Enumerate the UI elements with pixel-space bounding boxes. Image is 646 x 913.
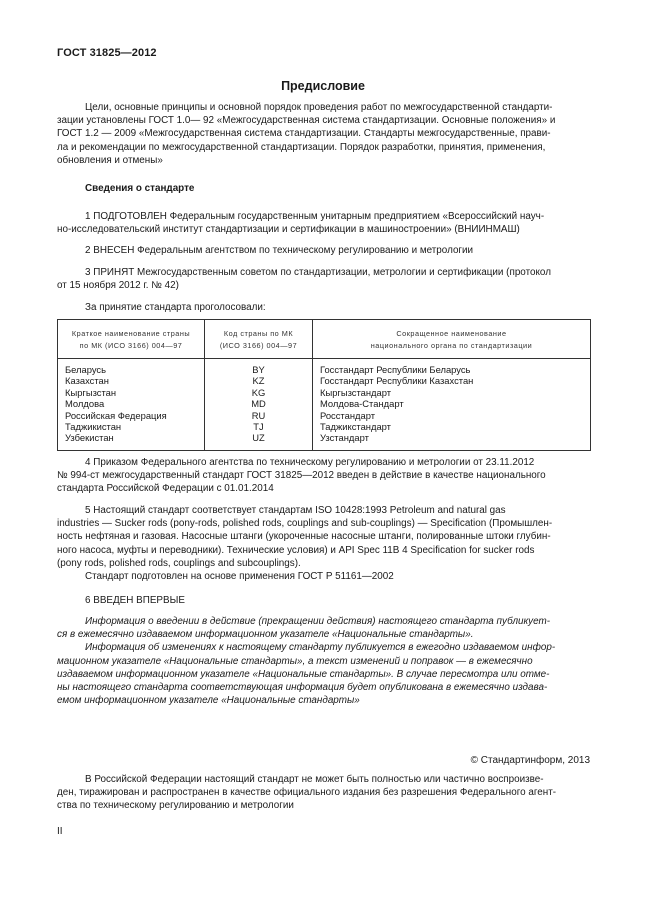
item-6 <box>57 594 591 607</box>
item-4-line: 4 Приказом Федерального агентства по техническому регулированию и метрологии от 23.11.2012 <box>85 457 535 468</box>
item-4 <box>57 456 591 496</box>
code-cell: KZ <box>252 375 265 387</box>
country-column <box>65 364 167 444</box>
item-5-line: 5 Настоящий стандарт соответствует стандартам ISO 10428:1993 Petroleum and natural gas <box>85 505 506 516</box>
country-cell: Таджикистан <box>65 421 122 433</box>
item-4-line: № 994-ст межгосударственный стандарт ГОСТ 31825—2012 введен в действие в качестве национального <box>57 470 546 482</box>
item-3 <box>57 266 591 292</box>
header-org-line: Сокращенное наименование <box>396 329 507 338</box>
header-org-line: национального органа по стандартизации <box>370 341 533 350</box>
org-cell: Госстандарт Республики Казахстан <box>320 375 474 387</box>
code-cell: RU <box>251 409 266 421</box>
item-5-line: ность нефтяная и газовая. Насосные штанги (укороченные насосные штанги, полированные штоки глубин- <box>57 531 551 543</box>
notice-line: мационном указателе «Национальные стандарты», а текст изменений и поправок — в ежемесячно <box>57 655 533 667</box>
rights-notice <box>57 773 591 813</box>
header-org <box>313 328 590 352</box>
page-number: II <box>57 826 63 837</box>
notice-line: издаваемом информационном указателе «Национальные стандарты». В случае пересмотра или отме- <box>57 668 550 680</box>
notice-line: ся в ежемесячно издаваемом информационном указателе «Национальные стандарты». <box>57 629 474 641</box>
org-cell: Госстандарт Республики Беларусь <box>320 364 471 375</box>
notice-line: ны настоящего стандарта соответствующая информация будет опубликована в ежемесячно издава- <box>57 682 548 694</box>
item-6-text: 6 ВВЕДЕН ВПЕРВЫЕ <box>85 595 185 606</box>
header-code <box>205 328 312 352</box>
rights-line: ства по техническому регулированию и метрологии <box>57 800 294 812</box>
item-3-line: 3 ПРИНЯТ Межгосударственным советом по стандартизации, метрологии и сертификации (протокол <box>85 267 551 278</box>
rights-line: ден, тиражирован и распространен в качестве официального издания без разрешения Федерального агент- <box>57 787 557 799</box>
code-cell: MD <box>251 398 266 410</box>
header-country-line: по МК (ИСО 3166) 004—97 <box>79 341 183 350</box>
copyright: © Стандартинформ, 2013 <box>470 755 590 766</box>
org-column <box>320 364 473 444</box>
header-country <box>58 328 204 352</box>
item-5-line: Стандарт подготовлен на основе применения ГОСТ Р 51161—2002 <box>85 571 394 583</box>
code-cell: UZ <box>252 432 265 444</box>
item-2 <box>57 244 591 257</box>
rights-line: В Российской Федерации настоящий стандарт не может быть полностью или частично воспроизве- <box>85 774 544 785</box>
org-cell: Таджикстандарт <box>320 421 391 433</box>
item-1 <box>57 210 591 236</box>
votes-intro <box>57 301 591 314</box>
code-cell: BY <box>252 364 265 375</box>
publication-notice <box>57 615 591 707</box>
item-2-text: 2 ВНЕСЕН Федеральным агентством по техническому регулированию и метрологии <box>85 245 474 256</box>
page-title: Предисловие <box>281 79 365 93</box>
country-cell: Кыргызстан <box>65 386 117 398</box>
item-5 <box>57 504 591 583</box>
country-cell: Узбекистан <box>65 432 114 444</box>
org-cell: Молдова-Стандарт <box>320 398 404 410</box>
item-5-line: ного насоса, муфты и переводники). Технические условия) и API Spec 11B 4 Specification for sucker rods <box>57 544 535 556</box>
header-code-line: Код страны по МК <box>223 329 294 338</box>
notice-line: Информация об изменениях к настоящему стандарту публикуется в ежегодно издаваемом инфор- <box>85 642 556 654</box>
item-5-line: industries — Sucker rods (pony-rods, polished rods, couplings and sub-couplings) — Specification (Промышлен- <box>57 518 553 530</box>
section-heading <box>57 182 591 195</box>
country-cell: Молдова <box>65 398 105 410</box>
header-code-line: (ИСО 3166) 004—97 <box>219 341 298 350</box>
section-heading-text: Сведения о стандарте <box>85 183 195 194</box>
org-cell: Кыргызстандарт <box>320 386 392 398</box>
country-cell: Российская Федерация <box>65 409 167 421</box>
item-3-line: от 15 ноября 2012 г. № 42) <box>57 280 179 292</box>
code-cell: KG <box>251 386 266 398</box>
vote-table <box>57 319 591 451</box>
org-cell: Узстандарт <box>320 432 369 444</box>
intro-line: ла и рекомендации по межгосударственной стандартизации. Порядок разработки, принятия, применения, <box>57 141 546 153</box>
country-cell: Казахстан <box>65 375 109 387</box>
intro-line: Цели, основные принципы и основной порядок проведения работ по межгосударственной стандарти- <box>85 102 553 113</box>
notice-line: Информация о введении в действие (прекращении действия) настоящего стандарта публикует- <box>85 616 551 627</box>
document-code: ГОСТ 31825—2012 <box>57 47 157 59</box>
code-column <box>205 364 312 444</box>
code-cell: TJ <box>253 421 264 433</box>
item-1-line: 1 ПОДГОТОВЛЕН Федеральным государственным унитарным предприятием «Всероссийский науч- <box>85 211 545 222</box>
item-5-line: (pony rods, polished rods, couplings and subcouplings). <box>57 557 301 569</box>
intro-line: ГОСТ 1.2 — 2009 «Межгосударственная система стандартизации. Стандарты межгосударственные, прави- <box>57 128 551 140</box>
votes-intro-text: За принятие стандарта проголосовали: <box>85 302 266 313</box>
header-country-line: Краткое наименование страны <box>71 329 191 338</box>
item-4-line: стандарта Российской Федерации с 01.01.2014 <box>57 483 274 495</box>
item-1-line: но-исследовательский институт стандартизации и сертификации в машиностроении» (ВНИИНМАШ) <box>57 224 520 236</box>
notice-line: емом информационном указателе «Национальные стандарты» <box>57 695 360 707</box>
intro-line: зации установлены ГОСТ 1.0— 92 «Межгосударственная система стандартизации. Основные положения» и <box>57 115 556 127</box>
org-cell: Росстандарт <box>320 409 375 421</box>
country-cell: Беларусь <box>65 364 107 375</box>
intro-line: обновления и отмены» <box>57 154 163 166</box>
intro-paragraph <box>57 101 591 167</box>
